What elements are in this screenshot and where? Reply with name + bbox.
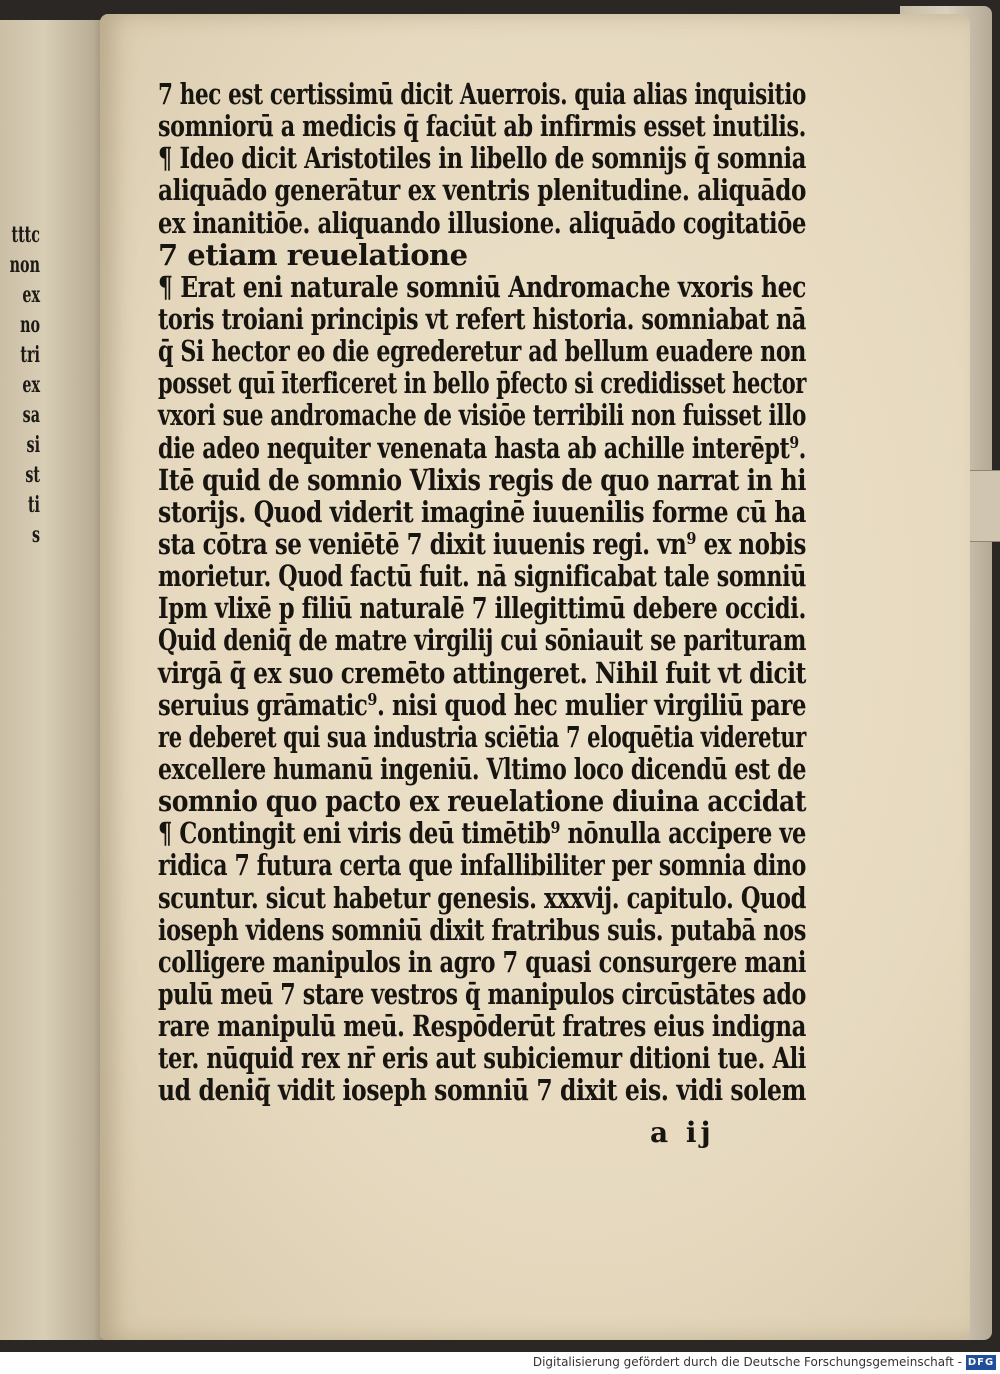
text-line-content: seruius grāmatic⁹. nisi quod hec mulier virgiliū pare bbox=[158, 687, 806, 722]
text-line bbox=[158, 174, 808, 206]
facing-page-fragment: no bbox=[20, 312, 40, 338]
text-line-content: toris troiani principis vt refert historia. somniabat nā bbox=[158, 301, 806, 336]
text-line bbox=[158, 239, 808, 271]
text-line bbox=[158, 657, 808, 689]
text-line-content: ridica 7 futura certa que infallibiliter per somnia dino bbox=[158, 848, 806, 883]
text-line-content: 7 etiam reuelatione bbox=[158, 237, 468, 272]
text-line bbox=[158, 560, 808, 592]
text-line bbox=[158, 882, 808, 914]
text-line bbox=[158, 592, 808, 624]
text-line-content: excellere humanū ingeniū. Vltimo loco dicendū est de bbox=[158, 751, 806, 786]
text-line-content: Ipm vlixē p filiū naturalē 7 illegittimū debere occidi. bbox=[158, 591, 806, 626]
text-line-content: storijs. Quod viderit imaginē iuuenilis forme cū ha bbox=[158, 494, 806, 529]
text-line-content: vxori sue andromache de visiōe terribili non fuisset illo bbox=[158, 398, 806, 433]
text-line bbox=[158, 914, 808, 946]
signature-mark: a ij bbox=[650, 1116, 715, 1149]
text-line bbox=[158, 624, 808, 656]
text-line bbox=[158, 432, 808, 464]
text-line bbox=[158, 528, 808, 560]
facing-page-fragment: s bbox=[31, 522, 40, 548]
text-line-content: somnio quo pacto ex reuelatione diuina accidat bbox=[158, 784, 806, 819]
facing-page-fragment: non bbox=[9, 252, 41, 278]
text-line bbox=[158, 464, 808, 496]
text-line bbox=[158, 496, 808, 528]
text-line-content: ioseph videns somniū dixit fratribus suis. putabā nos bbox=[158, 912, 806, 947]
text-line-content: scuntur. sicut habetur genesis. xxxvij. capitulo. Quod bbox=[158, 880, 806, 915]
text-line-content: aliquādo generātur ex ventris plenitudine. aliquādo bbox=[158, 173, 806, 208]
text-line-content: ¶ Contingit eni viris deū timētib⁹ nōnulla accipere ve bbox=[158, 816, 806, 851]
text-line bbox=[158, 1074, 808, 1106]
facing-page-fragment: tttc bbox=[11, 222, 40, 248]
text-line bbox=[158, 721, 808, 753]
facing-page-fragment: st bbox=[25, 462, 40, 488]
text-line-content: re deberet qui sua industria sciētia 7 eloquētia videretur bbox=[158, 719, 806, 754]
facing-page-text bbox=[9, 220, 41, 550]
dfg-logo[interactable]: DFG bbox=[967, 1357, 995, 1368]
text-line-content: ter. nūquid rex nr̄ eris aut subiciemur ditioni tue. Ali bbox=[158, 1041, 806, 1076]
facing-page-fragment: sa bbox=[22, 402, 40, 428]
text-line bbox=[158, 849, 808, 881]
text-line bbox=[158, 1042, 808, 1074]
text-line bbox=[158, 817, 808, 849]
text-line bbox=[158, 689, 808, 721]
text-line bbox=[158, 753, 808, 785]
text-line bbox=[158, 303, 808, 335]
text-line-content: posset quī īterficeret in bello p̄fecto si credidisset hector bbox=[158, 366, 806, 401]
funding-notice: Digitalisierung gefördert durch die Deutsche Forschungsgemeinschaft - bbox=[532, 1355, 962, 1369]
text-line bbox=[158, 978, 808, 1010]
text-line bbox=[158, 946, 808, 978]
facing-page-fragment: tri bbox=[20, 342, 40, 368]
text-line bbox=[158, 110, 808, 142]
text-line-content: colligere manipulos in agro 7 quasi consurgere mani bbox=[158, 944, 806, 979]
facing-page-fragment: ex bbox=[22, 372, 40, 398]
text-line-content: sta cōtra se veniētē 7 dixit iuuenis regi. vn⁹ ex nobis bbox=[158, 526, 806, 561]
footer-bar bbox=[0, 1352, 1000, 1374]
text-line bbox=[158, 207, 808, 239]
text-line-content: virgā q̄ ex suo cremēto attingeret. Nihil fuit vt dicit bbox=[158, 655, 806, 690]
text-line-content: die adeo nequiter venenata hasta ab achille interēpt⁹. bbox=[158, 430, 806, 465]
text-line bbox=[158, 142, 808, 174]
text-line bbox=[158, 1010, 808, 1042]
facing-page-fragment: ti bbox=[27, 492, 40, 518]
text-line bbox=[158, 399, 808, 431]
text-line-content: ¶ Erat eni naturale somniū Andromache vxoris hec bbox=[158, 269, 806, 304]
text-line bbox=[158, 367, 808, 399]
text-line-content: rare manipulū meū. Respōderūt fratres eius indigna bbox=[158, 1009, 806, 1044]
text-line bbox=[158, 78, 808, 110]
text-line-content: ud deniq̄ vidit ioseph somniū 7 dixit eis. vidi solem bbox=[158, 1073, 806, 1108]
text-line bbox=[158, 785, 808, 817]
text-line-content: ¶ Ideo dicit Aristotiles in libello de somnijs q̄ somnia bbox=[158, 141, 806, 176]
facing-page-fragment: ex bbox=[22, 282, 40, 308]
facing-page-fragment: si bbox=[26, 432, 40, 458]
text-line-content: pulū meū 7 stare vestros q̄ manipulos circūstātes ado bbox=[158, 976, 806, 1011]
page-text-block bbox=[158, 78, 808, 1107]
text-line-content: ex inanitiōe. aliquando illusione. aliquādo cogitatiōe bbox=[158, 205, 806, 240]
text-line-content: morietur. Quod factū fuit. nā significabat tale somniū bbox=[158, 559, 806, 594]
text-line bbox=[158, 335, 808, 367]
text-line-content: Itē quid de somnio Vlixis regis de quo narrat in hi bbox=[158, 462, 806, 497]
text-line-content: q̄ Si hector eo die egrederetur ad bellum euadere non bbox=[158, 334, 806, 369]
text-line-content: 7 hec est certissimū dicit Auerrois. quia alias inquisitio bbox=[158, 77, 806, 111]
text-line bbox=[158, 271, 808, 303]
text-line-content: Quid deniq̄ de matre virgilij cui sōniauit se parituram bbox=[158, 623, 806, 658]
text-line-content: somniorū a medicis q̄ faciūt ab infirmis esset inutilis. bbox=[158, 109, 806, 144]
facing-page-edge bbox=[0, 20, 110, 1340]
